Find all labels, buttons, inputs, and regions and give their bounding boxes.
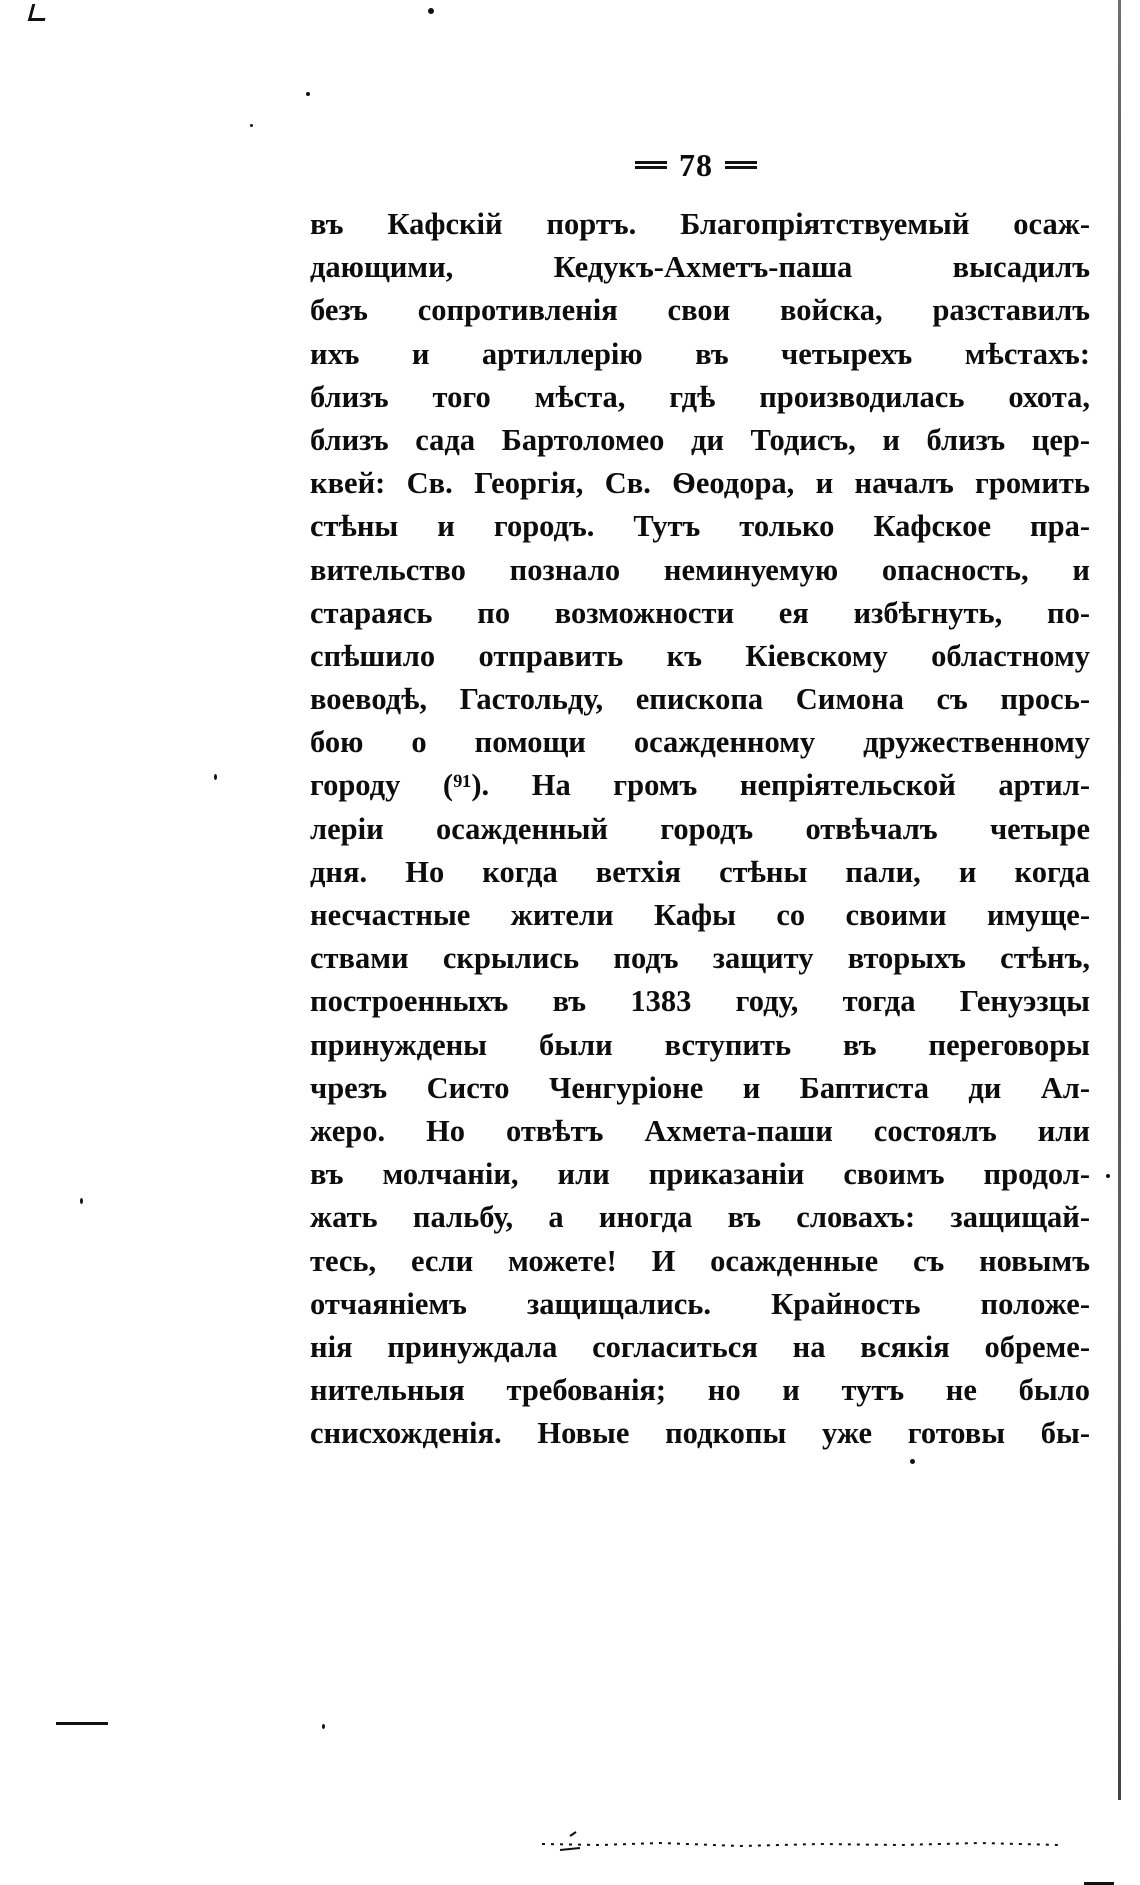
text-line: леріи осажденный городъ отвѣчалъ четыре: [310, 811, 1090, 846]
text-line: близъ того мѣста, гдѣ производилась охота,: [310, 379, 1090, 414]
text-line: жеро. Но отвѣтъ Ахмета-паши состоялъ или: [310, 1113, 1090, 1148]
text-line: принуждены были вступить въ переговоры: [310, 1027, 1090, 1062]
text-line: нительныя требованія; но и тутъ не было: [310, 1373, 1090, 1408]
scan-speck: [250, 124, 253, 127]
text-line: ствами скрылись подъ защиту вторыхъ стѣнъ,: [310, 941, 1090, 976]
text-line: въ молчаніи, или приказаніи своимъ продол-: [310, 1157, 1090, 1192]
page-edge-line: [1118, 0, 1121, 1800]
text-line: безъ сопротивленія свои войска, разставилъ: [310, 293, 1090, 328]
text-line: нія принуждала согласиться на всякія обреме-: [310, 1329, 1090, 1364]
header-rule-left: [635, 161, 667, 169]
text-line: стараясь по возможности ея избѣгнуть, по-: [310, 595, 1090, 630]
text-line: построенныхъ въ 1383 году, тогда Генуэзцы: [310, 984, 1090, 1019]
scan-speck: [1106, 1174, 1110, 1178]
scan-dash: [56, 1722, 108, 1725]
text-line: жать пальбу, а иногда въ словахъ: защищай-: [310, 1200, 1090, 1235]
scan-speck: [428, 8, 434, 14]
text-line: дающими, Кедукъ-Ахметъ-паша высадилъ: [310, 250, 1090, 285]
text-line: квей: Св. Георгія, Св. Ѳеодора, и началъ громить: [310, 466, 1090, 501]
text-line: ихъ и артиллерію въ четырехъ мѣстахъ:: [310, 336, 1090, 371]
text-line: стѣны и городъ. Тутъ только Кафское пра-: [310, 509, 1090, 544]
page-header: [606, 143, 786, 187]
body-text: [310, 203, 1090, 1455]
header-rule-right: [725, 161, 757, 169]
text-line: тесь, если можете! И осажденные съ новымъ: [310, 1243, 1090, 1278]
text-line: воеводѣ, Гастольду, епископа Симона съ прось-: [310, 682, 1090, 717]
text-line: спѣшило отправить къ Кіевскому областному: [310, 638, 1090, 673]
text-line: отчаяніемъ защищались. Крайность положе-: [310, 1286, 1090, 1321]
scan-speck: [910, 1459, 915, 1464]
scan-corner-mark: [28, 4, 50, 21]
text-line: снисхожденія. Новые подкопы уже готовы бы-: [310, 1416, 1090, 1451]
text-line: чрезъ Систо Ченгуріоне и Баптиста ди Ал-: [310, 1070, 1090, 1105]
text-line: бою о помощи осажденному дружественному: [310, 725, 1090, 760]
scan-speck: [214, 774, 217, 780]
scan-bottom-marks: [540, 1830, 1110, 1854]
text-line: дня. Но когда ветхія стѣны пали, и когда: [310, 854, 1090, 889]
scan-speck: [80, 1198, 83, 1204]
text-line: городу (⁹¹). На громъ непріятельской артил-: [310, 768, 1090, 803]
text-line: несчастные жители Кафы со своими имуще-: [310, 898, 1090, 932]
text-line: въ Кафскій портъ. Благопріятствуемый осаж-: [310, 207, 1090, 241]
text-line: вительство познало неминуемую опасность, и: [310, 552, 1090, 587]
page-number: 78: [679, 146, 713, 183]
scan-speck: [322, 1724, 325, 1729]
text-line: близъ сада Бартоломео ди Тодисъ, и близъ цер-: [310, 422, 1090, 457]
scan-speck: [306, 92, 310, 96]
